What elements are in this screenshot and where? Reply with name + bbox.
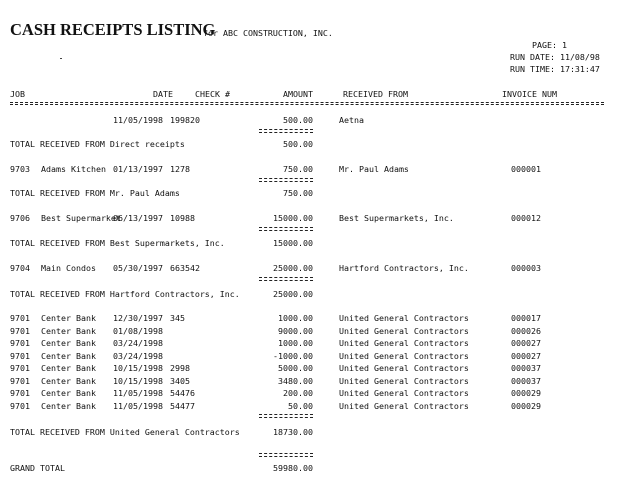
row-check: 3405: [170, 375, 190, 386]
row-check: 2998: [170, 363, 190, 374]
row-invoice: 000001: [511, 164, 541, 174]
row-amount: 750.00: [283, 164, 313, 174]
row-received-from: United General Contractors: [339, 375, 469, 386]
group-total-label: TOTAL RECEIVED FROM Hartford Contractors, Inc.: [10, 289, 240, 299]
group-total-amount: 15000.00: [273, 238, 313, 248]
row-check: 54477: [170, 400, 195, 411]
row-received-from: United General Contractors: [339, 338, 469, 349]
col-invoice: INVOICE NUM: [502, 89, 557, 99]
row-job-name: Adams Kitchen: [41, 164, 106, 174]
row-amount: 5000.00: [278, 363, 313, 374]
row-received-from: United General Contractors: [339, 350, 469, 361]
row-invoice: 000017: [511, 313, 541, 323]
row-received-from: United General Contractors: [339, 400, 469, 411]
row-job-name: Center Bank: [41, 313, 96, 323]
row-job-name: Center Bank: [41, 375, 96, 386]
row-job: 9701: [10, 325, 30, 336]
row-date: 10/15/1998: [113, 375, 163, 386]
row-date: 11/05/1998: [113, 388, 163, 399]
row-amount: 50.00: [288, 400, 313, 411]
row-invoice: 000003: [511, 263, 541, 273]
col-amount: AMOUNT: [283, 89, 313, 99]
row-check: 663542: [170, 263, 200, 273]
row-check: 1278: [170, 164, 190, 174]
group-total-amount: 25000.00: [273, 289, 313, 299]
run-time: RUN TIME: 17:31:47: [510, 64, 600, 74]
report-title: CASH RECEIPTS LISTING: [10, 20, 216, 39]
row-received-from: United General Contractors: [339, 325, 469, 336]
subtotal-rule: [259, 414, 313, 418]
row-received-from: Mr. Paul Adams: [339, 164, 409, 174]
row-amount: 15000.00: [273, 213, 313, 223]
row-received-from: United General Contractors: [339, 363, 469, 374]
row-job-name: Center Bank: [41, 338, 96, 349]
row-date: 10/15/1998: [113, 363, 163, 374]
row-job-name: Center Bank: [41, 388, 96, 399]
row-job: 9701: [10, 363, 30, 374]
group-total-label: TOTAL RECEIVED FROM Best Supermarkets, Inc.: [10, 238, 225, 248]
row-amount: 25000.00: [273, 263, 313, 273]
group-total-label: TOTAL RECEIVED FROM Direct receipts: [10, 139, 185, 149]
row-check: 54476: [170, 388, 195, 399]
row-invoice: 000029: [511, 388, 541, 399]
row-job: 9701: [10, 375, 30, 386]
row-date: 03/24/1998: [113, 338, 163, 349]
row-date: 01/08/1998: [113, 325, 163, 336]
row-job-name: Center Bank: [41, 350, 96, 361]
row-invoice: 000027: [511, 350, 541, 361]
row-amount: 9000.00: [278, 325, 313, 336]
col-received-from: RECEIVED FROM: [343, 89, 408, 99]
row-received-from: Best Supermarkets, Inc.: [339, 213, 454, 223]
row-job-name: Center Bank: [41, 325, 96, 336]
header-rule-2: [10, 104, 604, 105]
row-date: 12/30/1997: [113, 313, 163, 323]
group-total-amount: 18730.00: [273, 427, 313, 437]
grand-total-rule: [259, 453, 313, 457]
row-job: 9701: [10, 350, 30, 361]
row-invoice: 000029: [511, 400, 541, 411]
row-amount: 3480.00: [278, 375, 313, 386]
header-rule: [10, 102, 604, 103]
row-date: 06/13/1997: [113, 213, 163, 223]
row-received-from: United General Contractors: [339, 313, 469, 323]
page-number: PAGE: 1: [532, 40, 567, 50]
row-received-from: Hartford Contractors, Inc.: [339, 263, 469, 273]
row-job: 9701: [10, 400, 30, 411]
group-total-label: TOTAL RECEIVED FROM Mr. Paul Adams: [10, 188, 180, 198]
row-date: 01/13/1997: [113, 164, 163, 174]
row-job: 9704: [10, 263, 30, 273]
row-amount: 1000.00: [278, 338, 313, 349]
row-date: 05/30/1997: [113, 263, 163, 273]
grand-total-label: GRAND TOTAL: [10, 463, 65, 473]
row-job-name: Center Bank: [41, 400, 96, 411]
row-date: 11/05/1998: [113, 115, 163, 125]
row-amount: -1000.00: [273, 350, 313, 361]
row-check: 345: [170, 313, 185, 323]
row-invoice: 000037: [511, 363, 541, 374]
col-job: JOB: [10, 89, 25, 99]
row-check: 10988: [170, 213, 195, 223]
subtotal-rule: [259, 277, 313, 281]
row-check: 199820: [170, 115, 200, 125]
row-date: 11/05/1998: [113, 400, 163, 411]
row-amount: 500.00: [283, 115, 313, 125]
row-amount: 200.00: [283, 388, 313, 399]
group-total-amount: 750.00: [283, 188, 313, 198]
col-date: DATE: [153, 89, 173, 99]
row-job: 9701: [10, 338, 30, 349]
row-job: 9706: [10, 213, 30, 223]
row-job-name: Best Supermarket: [41, 213, 121, 223]
stray-mark: [60, 58, 62, 59]
group-total-label: TOTAL RECEIVED FROM United General Contractors: [10, 427, 240, 437]
row-invoice: 000037: [511, 375, 541, 386]
subtotal-rule: [259, 178, 313, 182]
row-date: 03/24/1998: [113, 350, 163, 361]
row-job: 9701: [10, 388, 30, 399]
row-received-from: Aetna: [339, 115, 364, 125]
row-amount: 1000.00: [278, 313, 313, 323]
subtotal-rule: [259, 227, 313, 231]
row-job: 9703: [10, 164, 30, 174]
row-job-name: Center Bank: [41, 363, 96, 374]
run-date: RUN DATE: 11/08/98: [510, 52, 600, 62]
row-invoice: 000027: [511, 338, 541, 349]
row-received-from: United General Contractors: [339, 388, 469, 399]
grand-total-amount: 59980.00: [273, 463, 313, 473]
row-invoice: 000012: [511, 213, 541, 223]
subtotal-rule: [259, 129, 313, 133]
group-total-amount: 500.00: [283, 139, 313, 149]
row-job-name: Main Condos: [41, 263, 96, 273]
report-subtitle: for ABC CONSTRUCTION, INC.: [203, 28, 333, 38]
row-invoice: 000026: [511, 325, 541, 336]
row-job: 9701: [10, 313, 30, 323]
col-check: CHECK #: [195, 89, 230, 99]
